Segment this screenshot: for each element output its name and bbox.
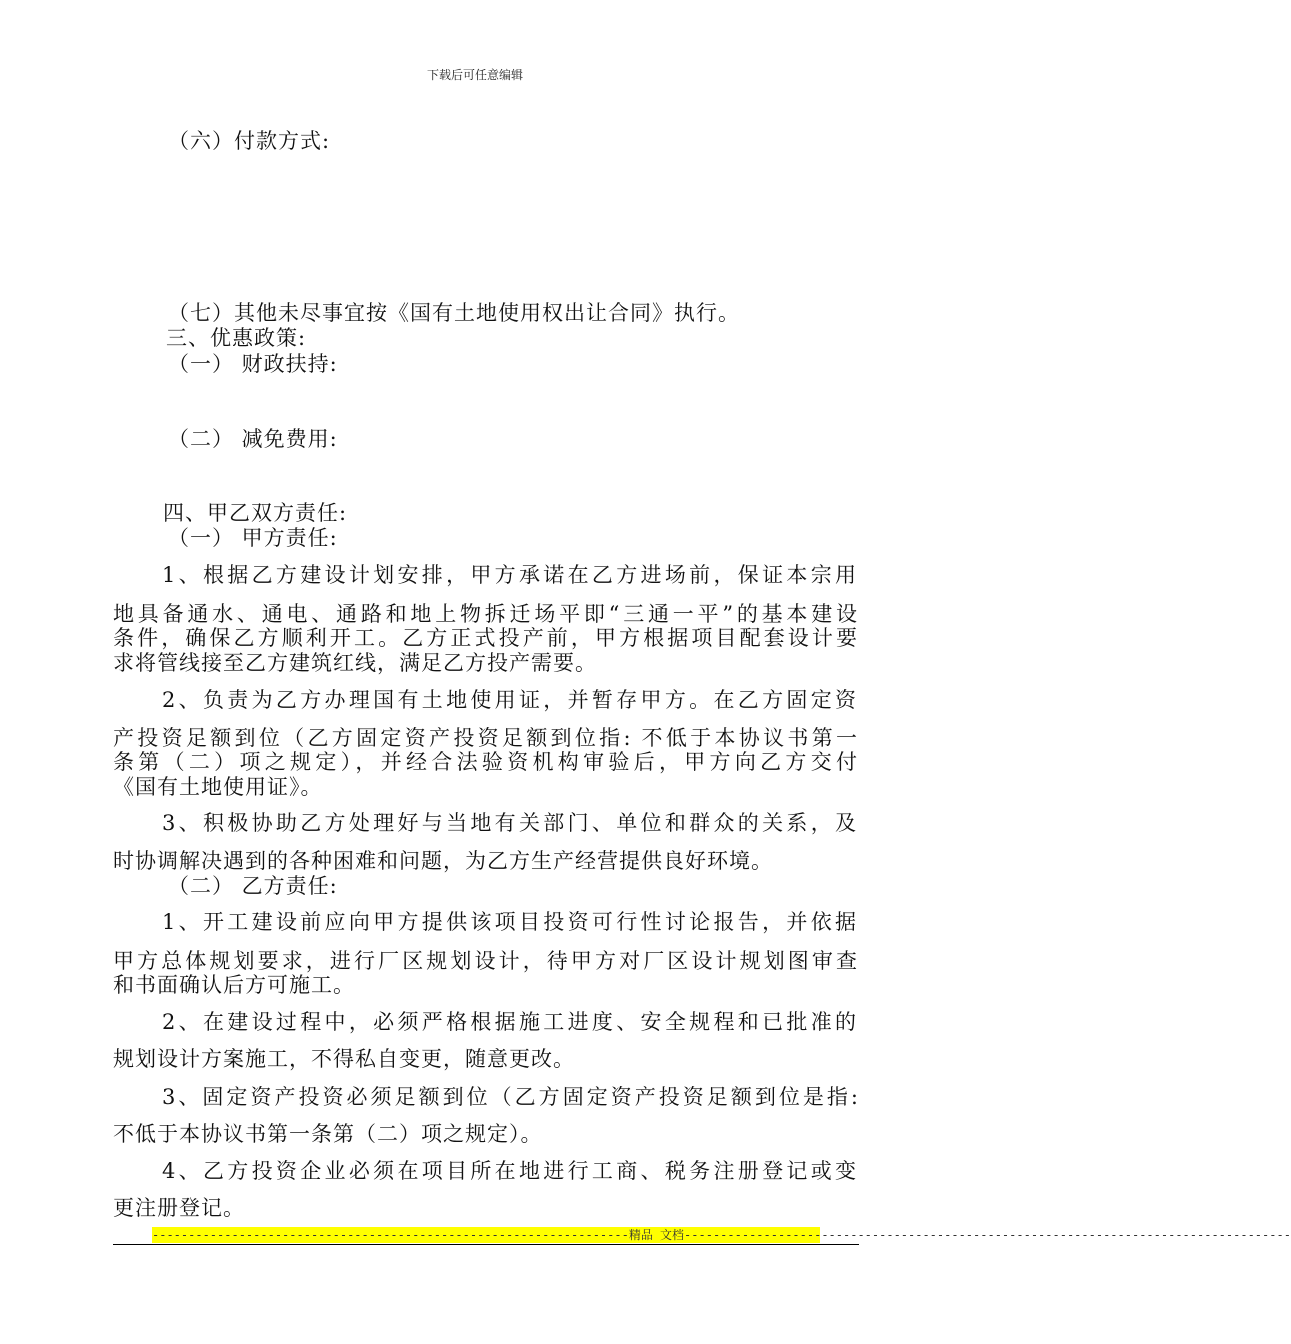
party-b-item-2-line-1: 2、在建设过程中，必须严格根据施工进度、安全规程和已批准的	[162, 1010, 857, 1034]
party-a-item-2-line-2: 产投资足额到位（乙方固定资产投资足额到位指: 不低于本协议书第一	[113, 726, 858, 750]
party-a-item-3-line-2: 时协调解决遇到的各种困难和问题，为乙方生产经营提供良好环境。	[113, 849, 773, 873]
party-a-item-2-line-3: 条第（二）项之规定），并经合法验资机构审验后，甲方向乙方交付	[113, 750, 858, 774]
party-a-item-1-line-3: 条件，确保乙方顺利开工。乙方正式投产前，甲方根据项目配套设计要	[113, 626, 858, 650]
party-b-item-4-line-1: 4、乙方投资企业必须在项目所在地进行工商、税务注册登记或变	[162, 1159, 857, 1183]
footer-divider	[113, 1244, 859, 1245]
party-b-duties-heading: （二） 乙方责任:	[168, 874, 338, 898]
fiscal-support-heading: （一） 财政扶持:	[168, 352, 338, 376]
party-a-duties-heading: （一） 甲方责任:	[168, 526, 338, 550]
party-b-item-1-line-2: 甲方总体规划要求，进行厂区规划设计，待甲方对厂区设计规划图审查	[113, 949, 858, 973]
party-b-item-1-line-3: 和书面确认后方可施工。	[113, 973, 355, 997]
other-matters-line: （七）其他未尽事宜按《国有土地使用权出让合同》执行。	[168, 301, 740, 325]
party-b-item-4-line-2: 更注册登记。	[113, 1196, 245, 1220]
party-a-item-1-line-2: 地具备通水、通电、通路和地上物拆迁场平即“三通一平”的基本建设	[113, 602, 858, 626]
section-4-heading: 四、甲乙双方责任:	[163, 501, 348, 525]
party-a-item-2-line-1: 2、负责为乙方办理国有土地使用证，并暂存甲方。在乙方固定资	[162, 688, 857, 712]
party-b-item-3-line-1: 3、固定资产投资必须足额到位（乙方固定资产投资足额到位是指:	[162, 1085, 859, 1109]
party-b-item-2-line-2: 规划设计方案施工，不得私自变更，随意更改。	[113, 1047, 575, 1071]
section-3-heading: 三、优惠政策:	[166, 326, 307, 350]
footer-watermark-text: ------------------------------------------------------------------精品 文档------------------------------------------------------------------------------------	[152, 1228, 1291, 1242]
page-header-note: 下载后可任意编辑	[426, 68, 523, 82]
party-a-item-3-line-1: 3、积极协助乙方处理好与当地有关部门、单位和群众的关系，及	[162, 811, 857, 835]
party-a-item-2-line-4: 《国有土地使用证》。	[113, 775, 323, 799]
party-a-item-1-line-1: 1、根据乙方建设计划安排，甲方承诺在乙方进场前，保证本宗用	[162, 563, 857, 587]
party-a-item-1-line-4: 求将管线接至乙方建筑红线，满足乙方投产需要。	[113, 651, 597, 675]
party-b-item-3-line-2: 不低于本协议书第一条第（二）项之规定）。	[113, 1122, 543, 1146]
fee-reduction-heading: （二） 减免费用:	[168, 427, 338, 451]
payment-method-heading: （六）付款方式:	[168, 129, 331, 153]
party-b-item-1-line-1: 1、开工建设前应向甲方提供该项目投资可行性讨论报告，并依据	[162, 910, 857, 934]
